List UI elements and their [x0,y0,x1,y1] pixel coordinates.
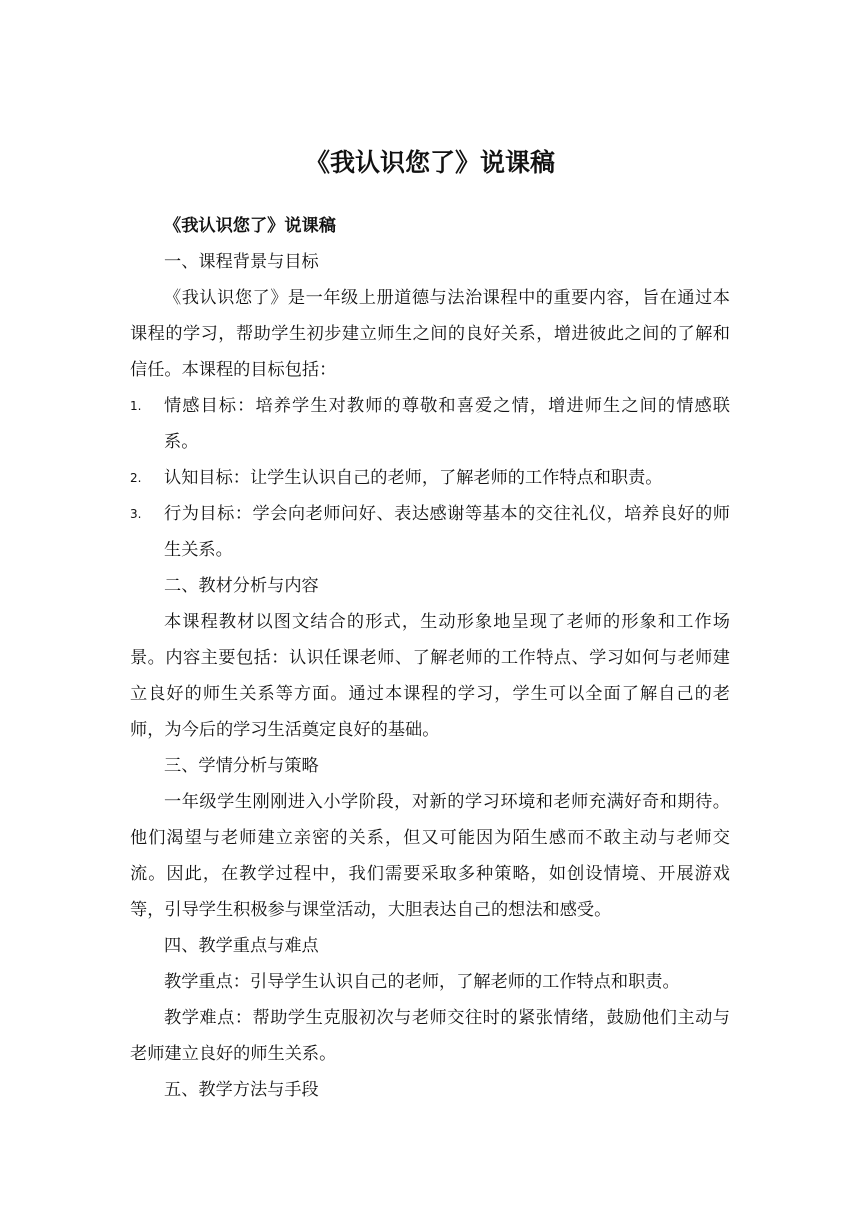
section-heading-2: 二、教材分析与内容 [164,576,319,596]
section-heading-5: 五、教学方法与手段 [164,1080,319,1100]
goal-text: 行为目标：学会向老师问好、表达感谢等基本的交往礼仪，培养良好的师生关系。 [164,504,730,560]
document-subtitle: 《我认识您了》说课稿 [164,216,336,236]
goal-text: 情感目标：培养学生对教师的尊敬和喜爱之情，增进师生之间的情感联系。 [164,396,730,452]
teaching-difficulty: 教学难点：帮助学生克服初次与老师交往时的紧张情绪，鼓励他们主动与老师建立良好的师生关系。 [130,1008,730,1064]
goal-text: 认知目标：让学生认识自己的老师，了解老师的工作特点和职责。 [164,468,663,488]
goal-item-2 [130,460,730,496]
section-paragraph-3: 一年级学生刚刚进入小学阶段，对新的学习环境和老师充满好奇和期待。他们渴望与老师建立亲密的关系，但又可能因为陌生感而不敢主动与老师交流。因此，在教学过程中，我们需要采取多种策略，如创设情境、开展游戏等，引导学生积极参与课堂活动，大胆表达自己的想法和感受。 [130,792,730,920]
document-body [130,208,730,1108]
section-paragraph-2: 本课程教材以图文结合的形式，生动形象地呈现了老师的形象和工作场景。内容主要包括：认识任课老师、了解老师的工作特点、学习如何与老师建立良好的师生关系等方面。通过本课程的学习，学生可以全面了解自己的老师，为今后的学习生活奠定良好的基础。 [130,612,730,740]
section-heading-4: 四、教学重点与难点 [164,936,319,956]
goal-item-1 [130,388,730,460]
goal-number: 2. [130,471,142,485]
section-paragraph-1: 《我认识您了》是一年级上册道德与法治课程中的重要内容，旨在通过本课程的学习，帮助学生初步建立师生之间的良好关系，增进彼此之间的了解和信任。本课程的目标包括： [130,288,730,380]
section-heading-3: 三、学情分析与策略 [164,756,319,776]
document-title: 《我认识您了》说课稿 [304,148,555,177]
goal-number: 3. [130,507,142,521]
section-heading-1: 一、课程背景与目标 [164,252,319,272]
teaching-key-point: 教学重点：引导学生认识自己的老师，了解老师的工作特点和职责。 [164,972,680,992]
goal-number: 1. [130,399,142,413]
goal-item-3 [130,496,730,568]
